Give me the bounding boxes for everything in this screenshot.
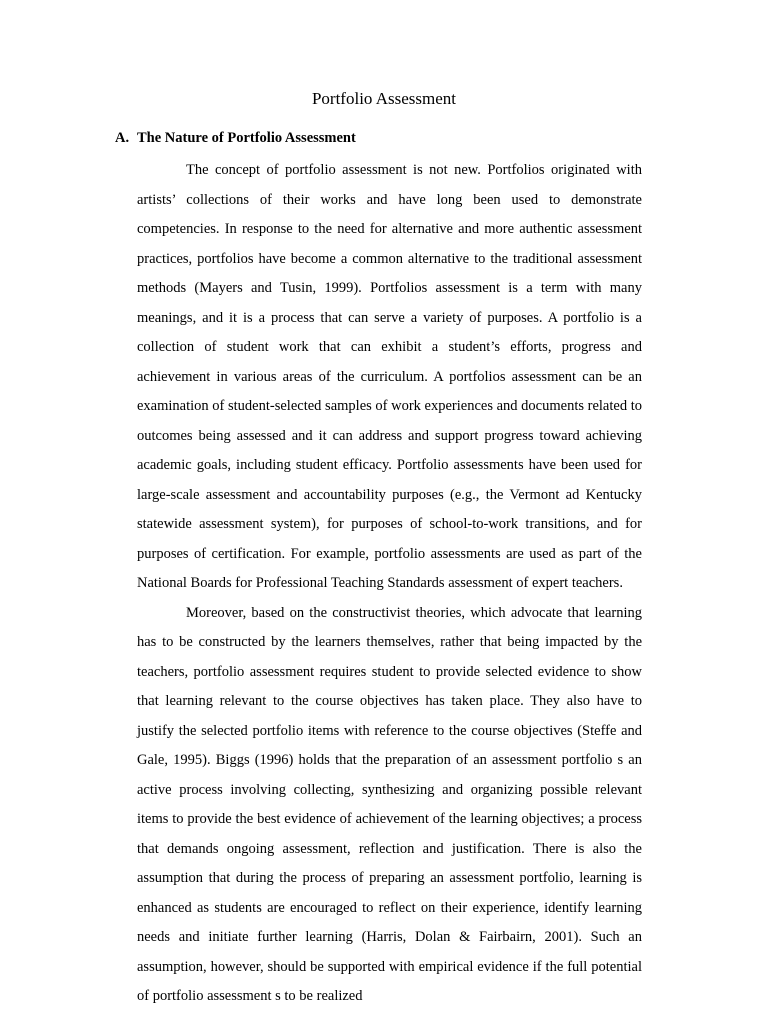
section-heading bbox=[115, 128, 356, 148]
section-letter: A. bbox=[115, 130, 130, 146]
paragraph-2: Moreover, based on the constructivist theories, which advocate that learning has to be constructed by the learners themselves, rather that being impacted by the teachers, portfolio assessment requires student to provide selected evidence to show that learning relevant to the course objectives has taken place. They also have to justify the selected portfolio items with reference to the course objectives (Steffe and Gale, 1995). Biggs (1996) holds that the preparation of an assessment portfolio s an active process involving collecting, synthesizing and organizing possible relevant items to provide the best evidence of achievement of the learning objectives; a process that demands ongoing assessment, reflection and justification. There is also the assumption that during the process of preparing an assessment portfolio, learning is enhanced as students are encouraged to reflect on their experience, identify learning needs and initiate further learning (Harris, Dolan & Fairbairn, 2001). Such an assumption, however, should be supported with empirical evidence if the full potential of portfolio assessment s to be realized bbox=[137, 604, 642, 1004]
page-title: Portfolio Assessment bbox=[311, 89, 457, 108]
paragraph-1: The concept of portfolio assessment is not new. Portfolios originated with artists’ collections of their works and have long been used to demonstrate competencies. In response to the need for alternative and more authentic assessment practices, portfolios have become a common alternative to the traditional assessment methods (Mayers and Tusin, 1999). Portfolios assessment is a term with many meanings, and it is a process that can serve a variety of purposes. A portfolio is a collection of student work that can exhibit a student’s efforts, progress and achievement in various areas of the curriculum. A portfolios assessment can be an examination of student-selected samples of work experiences and documents related to outcomes being assessed and it can address and support progress toward achieving academic goals, including student efficacy. Portfolio assessments have been used for large-scale assessment and accountability purposes (e.g., the Vermont ad Kentucky statewide assessment system), for purposes of school-to-work transitions, and for purposes of certification. For example, portfolio assessments are used as part of the National Boards for Professional Teaching Standards assessment of expert teachers. bbox=[137, 162, 642, 591]
section-heading-text: The Nature of Portfolio Assessment bbox=[137, 130, 356, 146]
body-text bbox=[137, 156, 642, 1012]
